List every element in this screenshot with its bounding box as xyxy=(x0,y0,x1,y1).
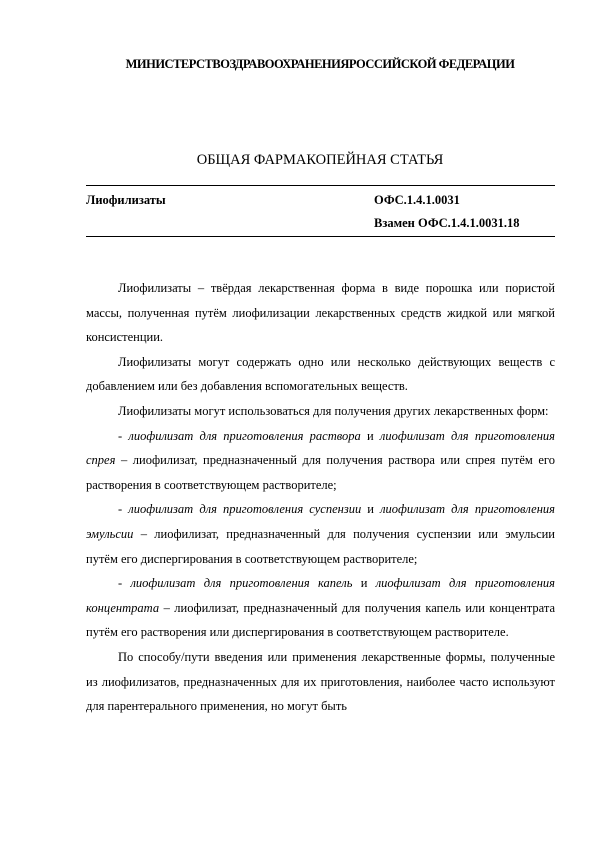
item-term: лиофилизат для приготовления раствора xyxy=(128,428,361,443)
paragraph-usage: Лиофилизаты могут использоваться для получения других лекарственных форм: xyxy=(118,403,549,418)
item-term: лиофилизат для приготовления эмульсии xyxy=(86,502,555,541)
list-item xyxy=(86,571,555,645)
paragraph-definition: Лиофилизаты – твёрдая лекарственная форма в виде порошка или пористой массы, полученная путём лиофилизации лекарственных средств жидкой или мягкой консистенции. xyxy=(86,281,555,345)
paragraph-composition: Лиофилизаты могут содержать одно или несколько действующих веществ с добавлением или без добавления вспомогательных веществ. xyxy=(86,354,555,394)
item-term: лиофилизат для приготовления концентрата xyxy=(86,576,555,615)
list-item xyxy=(86,424,555,498)
item-description: – лиофилизат, предназначенный для получения раствора или спрея путём его растворения в соответствующем растворителе; xyxy=(86,453,555,492)
monograph-code: ОФС.1.4.1.0031 xyxy=(374,193,460,207)
item-term: лиофилизат для приготовления суспензии xyxy=(128,502,362,517)
bottom-rule xyxy=(86,236,555,237)
item-conj: и xyxy=(352,576,376,591)
item-dash: - xyxy=(118,576,131,591)
item-term: лиофилизат для приготовления капель xyxy=(130,576,353,591)
list-item xyxy=(86,497,555,571)
item-description: – лиофилизат, предназначенный для получения капель или концентрата путём его растворения или диспергирования в соответствующем растворителе. xyxy=(86,600,555,640)
body-text xyxy=(86,276,555,719)
item-term: лиофилизат для приготовления спрея xyxy=(86,428,555,468)
item-conj: и xyxy=(360,428,380,443)
replaces-code: Взамен ОФС.1.4.1.0031.18 xyxy=(374,216,520,230)
document-type-title: ОБЩАЯ ФАРМАКОПЕЙНАЯ СТАТЬЯ xyxy=(196,152,444,168)
item-dash: - xyxy=(118,502,129,517)
item-conj: и xyxy=(361,502,381,517)
top-rule xyxy=(86,185,555,186)
ministry-title: МИНИСТЕРСТВОЗДРАВООХРАНЕНИЯРОССИЙСКОЙ ФЕДЕРАЦИИ xyxy=(125,57,515,71)
monograph-name: Лиофилизаты xyxy=(86,193,166,207)
item-dash: - xyxy=(118,428,129,443)
paragraph-administration: По способу/пути введения или применения лекарственные формы, полученные из лиофилизатов, предназначенных для их приготовления, наиболее часто используют для парентерального применения, но могут быть xyxy=(86,649,555,714)
item-description: – лиофилизат, предназначенный для получения суспензии или эмульсии путём его диспергирования в соответствующем растворителе; xyxy=(86,526,555,566)
